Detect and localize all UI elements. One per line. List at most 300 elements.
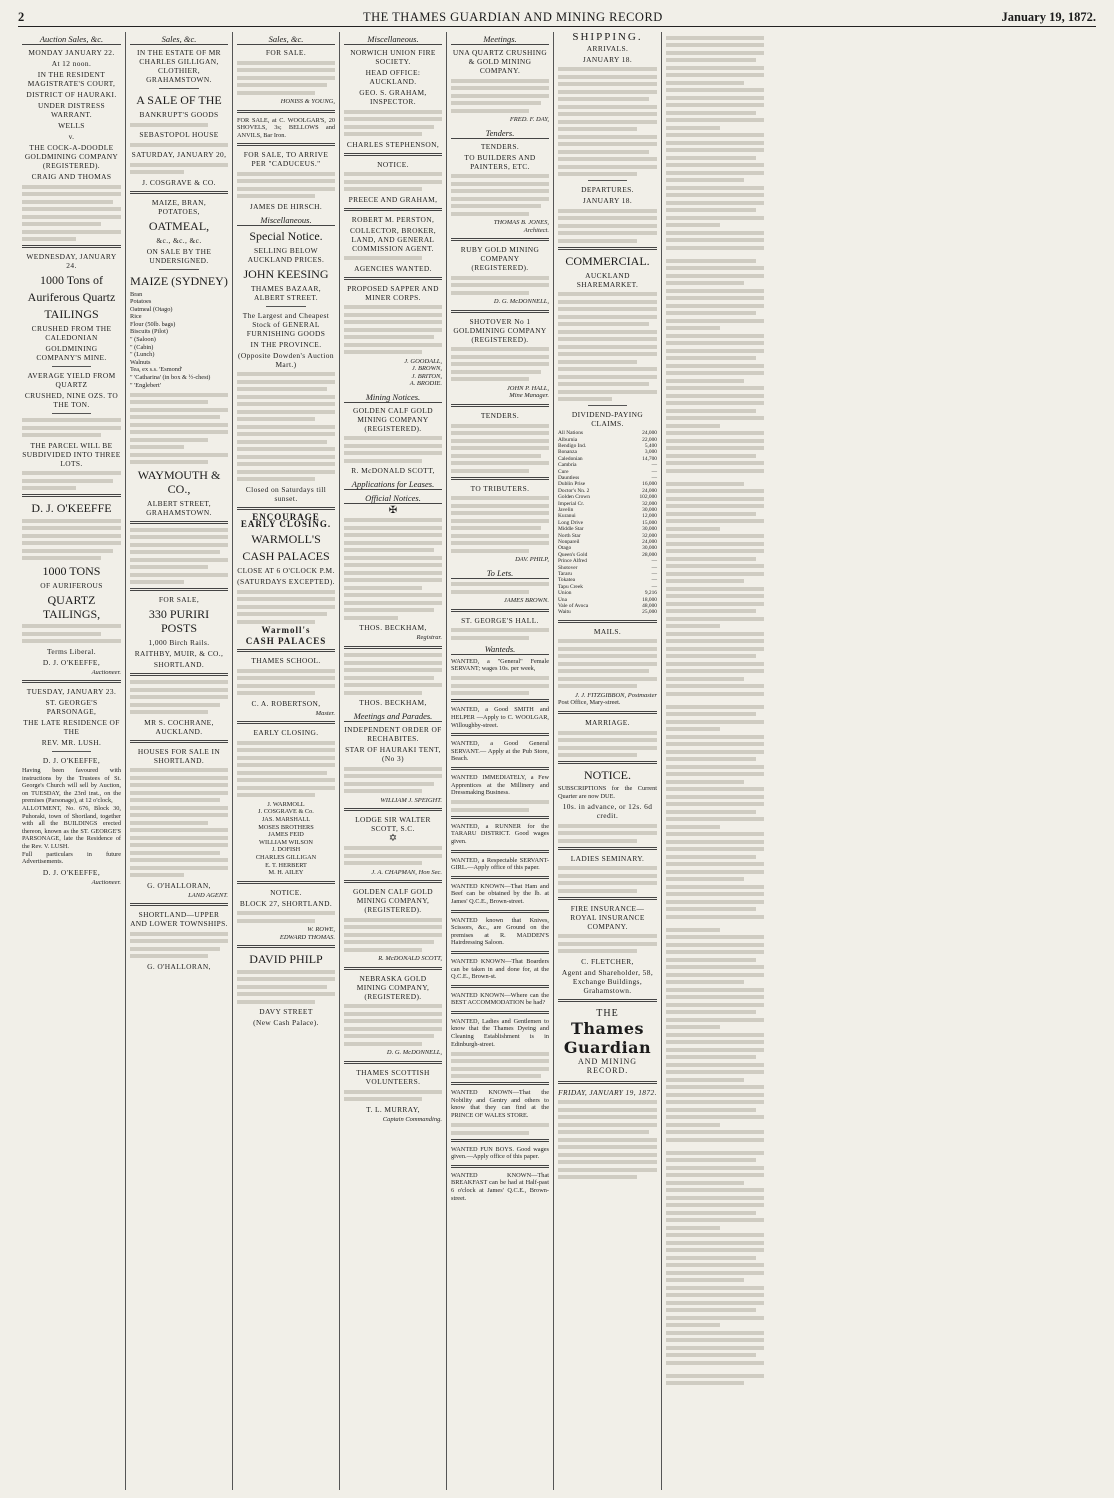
text-lines <box>451 676 549 695</box>
ad-line: IN THE PROVINCE. <box>250 339 322 349</box>
section-heading: To Lets. <box>451 568 549 579</box>
text-lines <box>451 1123 549 1135</box>
section-heading-shipping: SHIPPING. <box>572 32 643 43</box>
claim-name: Otago <box>558 545 572 552</box>
ad-head: TENDERS. <box>480 411 520 421</box>
ad-line: THAMES BAZAAR, ALBERT STREET. <box>250 283 322 302</box>
text-lines <box>22 624 121 643</box>
ad-name: JOHN KEESING <box>243 266 329 281</box>
text-lines <box>344 518 442 620</box>
claim-name: North Star <box>558 532 581 539</box>
text-lines <box>22 185 121 242</box>
text-lines <box>237 172 335 199</box>
advert-scottish-insurance <box>344 160 442 204</box>
page-number: 2 <box>18 10 25 24</box>
stock-item: " 'Englebert' <box>130 381 161 389</box>
ad-signature: THOS. BECKHAM, <box>359 623 427 633</box>
ad-head: NOTICE. <box>270 887 302 897</box>
section-heading: Wanteds. <box>451 644 549 655</box>
ad-head: NOTICE. <box>377 159 409 169</box>
ad-head: TO TRIBUTERS. <box>470 483 530 493</box>
section-heading: Sales, &c. <box>237 34 335 45</box>
column-grid <box>18 32 1098 1490</box>
signatory: J. BROWN, <box>411 365 442 373</box>
ad-signature: W. ROWE, <box>307 926 335 934</box>
ad-terms: Terms Liberal. <box>47 646 96 656</box>
stock-item: Tea, ex s.s. 'Esmond' <box>130 366 183 374</box>
ad-big-line: QUARTZ TAILINGS, <box>42 592 101 621</box>
ad-head: FOR SALE. <box>265 48 307 57</box>
ad-big-line: 1000 TONS <box>42 563 101 578</box>
claim-name: Tapu Creek <box>558 583 583 590</box>
ad-line: AGENCIES WANTED. <box>354 263 432 273</box>
text-lines <box>558 209 657 243</box>
ad-signature: D. J. O'KEEFFE, <box>42 867 101 877</box>
claim-name: Doctor's Nn. 2 <box>558 487 590 494</box>
claim-name: Golden Crown <box>558 494 590 501</box>
ad-role: Architect. <box>523 226 549 234</box>
claim-name: Waitu <box>558 609 571 616</box>
claim-capital: — <box>651 583 657 590</box>
claim-capital: 5,400 <box>644 442 657 449</box>
ad-line: THE LATE RESIDENCE OF THE <box>23 718 120 737</box>
claim-name: Shotover <box>558 564 578 571</box>
column-editorial <box>661 32 768 1490</box>
advert-nebraska <box>344 974 442 1057</box>
claim-capital: 102,000 <box>639 494 657 501</box>
ad-head: MARRIAGE. <box>585 718 630 728</box>
ad-role: Agent and Shareholder, 58, Exchange Buildings, Grahamstown. <box>561 967 654 995</box>
ad-signature: C. A. ROBERTSON, <box>251 698 321 708</box>
ad-signature: R. McDONALD SCOTT, <box>378 955 442 963</box>
text-lines <box>451 582 549 594</box>
section-heading: Sales, &c. <box>130 34 228 45</box>
ad-line: JANUARY 18. <box>582 196 633 206</box>
ad-line: IN THE RESIDENT MAGISTRATE'S COURT, <box>27 70 116 88</box>
text-lines <box>451 800 549 812</box>
ad-signature: C. FLETCHER, <box>581 956 634 966</box>
ad-line: (SATURDAYS EXCEPTED). <box>237 577 335 587</box>
ad-signature: JAMES BROWN. <box>503 597 549 605</box>
text-lines <box>451 496 549 553</box>
ad-signature: EDWARD THOMAS. <box>279 933 335 941</box>
ad-head: DEPARTURES. <box>581 185 634 195</box>
advert-freehold <box>237 48 335 106</box>
claim-capital: 24,000 <box>642 539 657 545</box>
ad-head: THAMES SCOTTISH VOLUNTEERS. <box>356 1068 430 1087</box>
claim-capital: 12,000 <box>642 513 657 520</box>
ad-head: DIVIDEND-PAYING CLAIMS. <box>571 410 644 429</box>
ad-head: SHOTOVER No 1 GOLDMINING COMPANY (REGISTERED). <box>453 316 547 344</box>
claim-capital: 16,000 <box>642 481 657 488</box>
text-lines <box>344 256 442 260</box>
claim-name: Tokatea <box>558 577 575 584</box>
signatory: J. BRITON, <box>411 372 442 380</box>
claim-name: Una <box>558 596 567 603</box>
advert-puriri-posts <box>130 595 228 669</box>
stock-item: Flour (50lb. bags) <box>130 320 176 328</box>
advert-tributers <box>451 484 549 564</box>
text-lines <box>451 1052 549 1079</box>
text-lines <box>558 824 657 843</box>
claim-name: Bonanza <box>558 449 577 456</box>
advert-perston <box>344 215 442 273</box>
marriage-notice <box>558 718 657 757</box>
issue-date: January 19, 1872. <box>1001 10 1096 24</box>
text-lines <box>451 628 549 640</box>
ad-head: GOLDEN CALF GOLD MINING COMPANY, (REGISTERED). <box>353 887 433 915</box>
ad-line: SHORTLAND. <box>153 660 205 670</box>
ad-signature: J. A. CHAPMAN, Hon Sec. <box>371 868 442 876</box>
advert-shovels <box>237 117 335 140</box>
ad-line: CRUSHED FROM THE CALEDONIAN <box>31 324 112 342</box>
text-lines <box>344 436 442 463</box>
ad-line: THE PARCEL WILL BE SUBDIVIDED INTO THREE LOTS. <box>22 440 121 468</box>
advert-official-notice <box>344 507 442 642</box>
wanted-item: WANTED, a Respectable SERVANT-GIRL.—Apply office of this paper. <box>451 856 549 872</box>
crest-icon: ✠ <box>388 505 398 517</box>
ad-signature: DAV. PHILP, <box>515 556 549 564</box>
ad-signature: JAMES DE HIRSCH. <box>249 201 323 211</box>
ad-line: AUCKLAND SHAREMARKET. <box>576 270 639 289</box>
claim-capital: 24,000 <box>642 487 657 494</box>
advert-golden-calf-call <box>344 406 442 476</box>
claim-capital: 9,216 <box>644 590 657 597</box>
text-lines <box>237 372 335 481</box>
text-lines <box>130 143 228 147</box>
ad-signature: D. J. O'KEEFFE, <box>42 657 101 667</box>
section-heading: Applications for Leases. <box>344 479 442 490</box>
masonic-icon: ✡ <box>388 833 398 845</box>
text-lines <box>237 741 335 798</box>
ad-role: LAND AGENT. <box>188 891 228 899</box>
advert-volunteers <box>344 1068 442 1123</box>
advert-tenders-builders <box>451 142 549 235</box>
signatory: J. COSGRAVE & Co. <box>258 808 314 816</box>
ad-line: 10s. in advance, or 12s. 6d credit. <box>562 802 653 821</box>
claim-name: Nonpareil <box>558 539 580 545</box>
masthead-name: Thames Guardian <box>563 1018 652 1057</box>
claim-capital: 25,000 <box>642 609 657 616</box>
advert-caduceus <box>237 150 335 211</box>
ad-line: JANUARY 18. <box>582 54 633 64</box>
text-lines <box>237 970 335 1004</box>
ad-head: FOR SALE, TO ARRIVE PER "CADUCEUS." <box>243 150 329 169</box>
advert-shotover <box>451 317 549 400</box>
signatory: J. GOODALL, <box>404 357 442 365</box>
ad-big-line: A SALE OF THE <box>136 93 222 107</box>
ad-signature: D. G. McDONNELL, <box>493 298 549 306</box>
ad-signature: MR S. COCHRANE, AUCKLAND. <box>144 717 214 736</box>
ad-line: COLLECTOR, BROKER, LAND, AND GENERAL COMMISSION AGENT. <box>349 225 437 253</box>
advert-early-closing <box>237 728 335 876</box>
section-heading: Meetings and Parades. <box>344 711 442 722</box>
text-lines <box>130 393 228 465</box>
signatory: M. H. AILEY <box>268 869 304 877</box>
section-heading: Meetings. <box>451 34 549 45</box>
claim-name: Cambria <box>558 462 577 469</box>
text-lines <box>666 36 764 1386</box>
wanted-item: WANTED, a "General" Female SERVANT; wages 10s. per week, <box>451 657 549 673</box>
stock-item: " 'Catharina' (in box & ½-chest) <box>130 374 211 382</box>
stock-item: Biscuits (Pilot) <box>130 328 168 336</box>
ad-big-line: TAILINGS <box>44 307 99 321</box>
ad-signature: CHARLES STEPHENSON, <box>346 139 440 149</box>
column-sales <box>125 32 232 1490</box>
section-heading: Tenders. <box>451 128 549 139</box>
ad-signature: G. O'HALLORAN, <box>147 880 211 890</box>
claim-capital: 32,000 <box>642 532 657 539</box>
text-lines <box>344 918 442 952</box>
ad-name: DAVID PHILP <box>249 952 323 967</box>
ad-line: REV. MR. LUSH. <box>41 738 102 748</box>
ad-signature: G. O'HALLORAN, <box>147 961 211 971</box>
claim-name: Kuranui <box>558 513 576 520</box>
ad-body: ALLOTMENT, No. 676, Block 30, Puhoraki, town of Shortland, together with all the BUILDINGS erected thereon, known as the ST. GEORGE'S PARSONAGE, late the Residence of the Rev. V. LUSH. <box>22 805 121 851</box>
ad-head: TENDERS. <box>480 141 520 151</box>
text-lines <box>344 1004 442 1046</box>
ad-line: At 12 noon. <box>51 59 92 68</box>
text-lines <box>130 680 228 714</box>
advert-okeeffe-tons <box>22 501 121 676</box>
stock-item: " (Cabin) <box>130 343 154 351</box>
claim-name: Queen's Gold <box>558 551 588 558</box>
editorial-date-block <box>558 1088 657 1180</box>
ad-line: STAR OF HAURAKI TENT, (No 3) <box>345 745 441 764</box>
ad-line: ALBERT STREET, GRAHAMSTOWN. <box>146 498 212 517</box>
ad-head: THAMES SCHOOL. <box>251 656 321 666</box>
ad-firm: CRAIG AND THOMAS <box>31 172 112 181</box>
stock-item: " (Lunch) <box>130 351 155 359</box>
column-meetings-tenders <box>446 32 553 1490</box>
ad-signature: T. L. MURRAY, <box>366 1104 420 1114</box>
masthead-the: THE <box>596 1007 619 1019</box>
ad-head: MAILS. <box>593 626 622 636</box>
text-lines <box>237 61 335 95</box>
ad-signature: D. G. McDONNELL, <box>386 1049 442 1057</box>
advert-norwich-union <box>344 48 442 149</box>
mails-notice <box>558 627 657 707</box>
column-miscellaneous <box>339 32 446 1490</box>
text-lines <box>451 347 549 381</box>
ad-body: Having been favoured with instructions by the Trustees of St. George's Church will sell by Auction, on TUESDAY, the 23rd inst., on the premises (Parsonage), at 12 o'clock, <box>22 767 121 805</box>
advert-to-let <box>451 582 549 605</box>
signatory: A. BRODIE. <box>409 380 442 388</box>
ad-head: IN THE ESTATE OF MR CHARLES GILLIGAN, CLOTHIER, GRAHAMSTOWN. <box>136 48 222 84</box>
column-shipping-commercial <box>553 32 661 1490</box>
advert-block-27 <box>237 888 335 942</box>
ad-line: OF AURIFEROUS <box>40 580 103 590</box>
text-lines <box>451 79 549 113</box>
text-lines <box>130 123 228 127</box>
ad-line: DAVY STREET <box>259 1007 313 1017</box>
advert-philp <box>237 952 335 1027</box>
claim-name: Dauntless <box>558 474 580 481</box>
claim-name: Tararu <box>558 571 572 578</box>
ad-role: Master. <box>315 709 335 717</box>
ad-line: GEO. S. GRAHAM, INSPECTOR. <box>359 88 427 106</box>
advert-george-hall <box>451 616 549 640</box>
claim-capital: 3,000 <box>644 449 657 456</box>
section-heading: Miscellaneous. <box>237 215 335 226</box>
ad-big-line: Special Notice. <box>249 228 323 243</box>
advert-distress-warrant <box>22 48 121 241</box>
claim-name: Middle Star <box>558 526 584 533</box>
wanted-item: WANTED KNOWN—That Ham and Beef can be obtained by the lb. at James' Q.C.E., Brown-street. <box>451 882 549 905</box>
ad-gothic-line: CASH PALACES <box>245 635 327 646</box>
section-heading: Official Notices. <box>344 493 442 504</box>
ad-big-line: 1000 Tons of <box>40 273 103 287</box>
advert-una <box>451 48 549 124</box>
ad-head: RUBY GOLD MINING COMPANY (REGISTERED). <box>460 245 540 273</box>
advert-sapper-corps <box>344 284 442 388</box>
ad-line: GOLDMINING COMPANY'S MINE. <box>36 344 107 362</box>
text-lines <box>451 174 549 216</box>
ad-big-line: OATMEAL, <box>148 218 210 233</box>
ad-line: BANKRUPT'S GOODS <box>139 110 219 119</box>
ad-gothic-line: Warmoll's <box>261 625 311 636</box>
advert-parsonage <box>22 687 121 886</box>
ad-body: Full particulars in future Advertisements. <box>22 850 121 866</box>
ladies-seminary <box>558 854 657 893</box>
advert-quartz-tailings <box>22 252 121 490</box>
claim-name: Union <box>558 590 572 597</box>
ad-firm: PREECE AND GRAHAM, <box>348 194 438 204</box>
signatory: MOSES BROTHERS <box>258 823 314 831</box>
wanted-item: WANTED FUN BOYS. Good wages given.—Apply office of this paper. <box>451 1145 549 1161</box>
paper-title: THE THAMES GUARDIAN AND MINING RECORD <box>362 10 663 24</box>
ad-head: EARLY CLOSING. <box>253 728 319 738</box>
advert-gilligan-estate <box>130 48 228 187</box>
claim-name: Caledonian <box>558 455 583 462</box>
wanted-list <box>451 658 549 1202</box>
wanted-item: WANTED KNOWN—That Boarders can be taken in and done for, at the Q.C.E., Brown-st. <box>451 957 549 981</box>
text-lines <box>558 934 657 953</box>
signatory: J. DOFISH <box>271 846 301 854</box>
ad-signature: J. J. FITZGIBBON, Postmaster <box>575 691 657 699</box>
section-heading: Auction Sales, &c. <box>22 34 121 45</box>
claim-capital: — <box>651 462 657 469</box>
editorial-body <box>666 36 764 1386</box>
ad-head: GOLDEN CALF GOLD MINING COMPANY (REGISTERED). <box>353 405 433 433</box>
text-lines <box>344 767 442 794</box>
wanted-item: WANTED KNOWN—That BREAKFAST can be had at Half-past 6 o'clock at James' Q.C.E., Brown-street. <box>451 1171 549 1202</box>
claim-capital: — <box>651 558 657 565</box>
text-lines <box>344 846 442 865</box>
advert-hotels <box>130 680 228 736</box>
text-lines <box>130 163 228 175</box>
claim-capital: 30,000 <box>642 526 657 533</box>
ad-line: v. <box>68 132 75 141</box>
claim-name: Long Drive <box>558 519 584 526</box>
signatory: E. T. HERBERT <box>265 861 307 869</box>
ad-head: PROPOSED SAPPER AND MINER CORPS. <box>347 283 439 302</box>
claim-capital: 22,000 <box>642 436 657 443</box>
ad-line: CRUSHED, NINE OZS. TO THE TON. <box>24 391 119 409</box>
text-lines <box>22 471 121 490</box>
ad-line: BLOCK 27, SHORTLAND. <box>239 898 333 908</box>
claim-capital: 15,000 <box>642 519 657 526</box>
signatory: JAS. MARSHALL <box>261 816 311 824</box>
stock-item: Walnuts <box>130 358 151 366</box>
editorial-masthead <box>558 1008 657 1075</box>
ad-role: Captain Commanding. <box>382 1115 442 1123</box>
text-lines <box>344 1090 442 1102</box>
ad-head: SHORTLAND—UPPER AND LOWER TOWNSHIPS. <box>130 910 228 929</box>
ad-line: THE COCK-A-DOODLE GOLDMINING COMPANY (REGISTERED). <box>24 143 119 170</box>
advert-houses-shortland <box>130 747 228 900</box>
claim-capital: 32,000 <box>642 500 657 507</box>
claim-capital: 18,000 <box>642 596 657 603</box>
ad-line: WELLS <box>58 121 85 130</box>
ad-head: ENCOURAGE EARLY CLOSING. <box>240 511 332 530</box>
ad-name: ROBERT M. PERSTON, <box>351 214 435 224</box>
fire-insurance <box>558 904 657 995</box>
text-lines <box>558 639 657 688</box>
claim-capital: — <box>651 571 657 578</box>
signatory: CHARLES GILLIGAN <box>255 854 317 861</box>
ad-line: ON SALE BY THE UNDERSIGNED. <box>146 246 212 265</box>
advert-house-sale <box>130 528 228 585</box>
ad-signature: JOHN P. HALL, <box>506 384 549 392</box>
text-lines <box>558 67 657 176</box>
advert-townships <box>130 910 228 971</box>
ad-big-line: MAIZE (SYDNEY) <box>130 273 228 288</box>
claim-capital: 48,000 <box>642 603 657 610</box>
ad-signature: HONISS & YOUNG, <box>280 98 335 105</box>
ad-signature: THOS. BECKHAM, <box>359 698 427 708</box>
text-lines <box>130 528 228 585</box>
text-lines <box>451 424 549 473</box>
claim-name: Vale of Avoca <box>558 603 589 610</box>
column-sales-misc <box>232 32 339 1490</box>
masthead-sub: AND MINING RECORD. <box>577 1056 638 1075</box>
ad-firm: WAYMOUTH & CO., <box>137 467 221 496</box>
claim-name: All Nations <box>558 430 584 437</box>
ad-head: NOTICE. <box>584 768 631 783</box>
signatory: JAMES FEID <box>268 831 304 839</box>
wanted-item: WANTED, a RUNNER for the TARARU DISTRICT. Good wages given. <box>451 822 549 845</box>
ad-line: AVERAGE YIELD FROM QUARTZ <box>27 371 116 389</box>
ad-signature: D. J. O'KEEFFE, <box>42 756 101 766</box>
ad-head: LODGE SIR WALTER SCOTT, S.C. <box>355 815 431 834</box>
advert-ruby <box>451 245 549 306</box>
wanted-item: WANTED KNOWN—Where can the BEST ACCOMMODATION be had? <box>451 991 549 1007</box>
claims-table <box>558 430 657 616</box>
ad-head: ARRIVALS. <box>586 43 629 53</box>
commercial-section <box>558 254 657 616</box>
ad-body: SUBSCRIPTIONS for the Current Quarter are now DUE. <box>558 785 657 800</box>
stock-item: Bran <box>130 290 143 298</box>
ad-line: CLOSE AT 6 O'CLOCK P.M. <box>237 566 335 576</box>
shipping-arrivals <box>558 44 657 243</box>
claim-name: Alburnia <box>558 436 578 443</box>
text-lines <box>130 932 228 959</box>
editorial-date: FRIDAY, JANUARY 19, 1872. <box>558 1087 657 1097</box>
ad-big-line: 330 PURIRI POSTS <box>148 607 210 636</box>
ad-firm: RAITHBY, MUIR, & CO., <box>134 649 224 659</box>
claim-capital: — <box>651 564 657 571</box>
text-lines <box>344 653 442 695</box>
claim-name: Bendigo Ind. <box>558 442 587 449</box>
claim-capital: 30,000 <box>642 506 657 513</box>
ad-signature: R. McDONALD SCOTT, <box>351 466 435 476</box>
ad-head: NORWICH UNION FIRE SOCIETY. <box>350 48 436 66</box>
text-lines <box>237 590 335 624</box>
ad-line: (New Cash Palace). <box>253 1018 319 1028</box>
claim-name: Javelin <box>558 506 574 513</box>
text-lines <box>344 305 442 354</box>
